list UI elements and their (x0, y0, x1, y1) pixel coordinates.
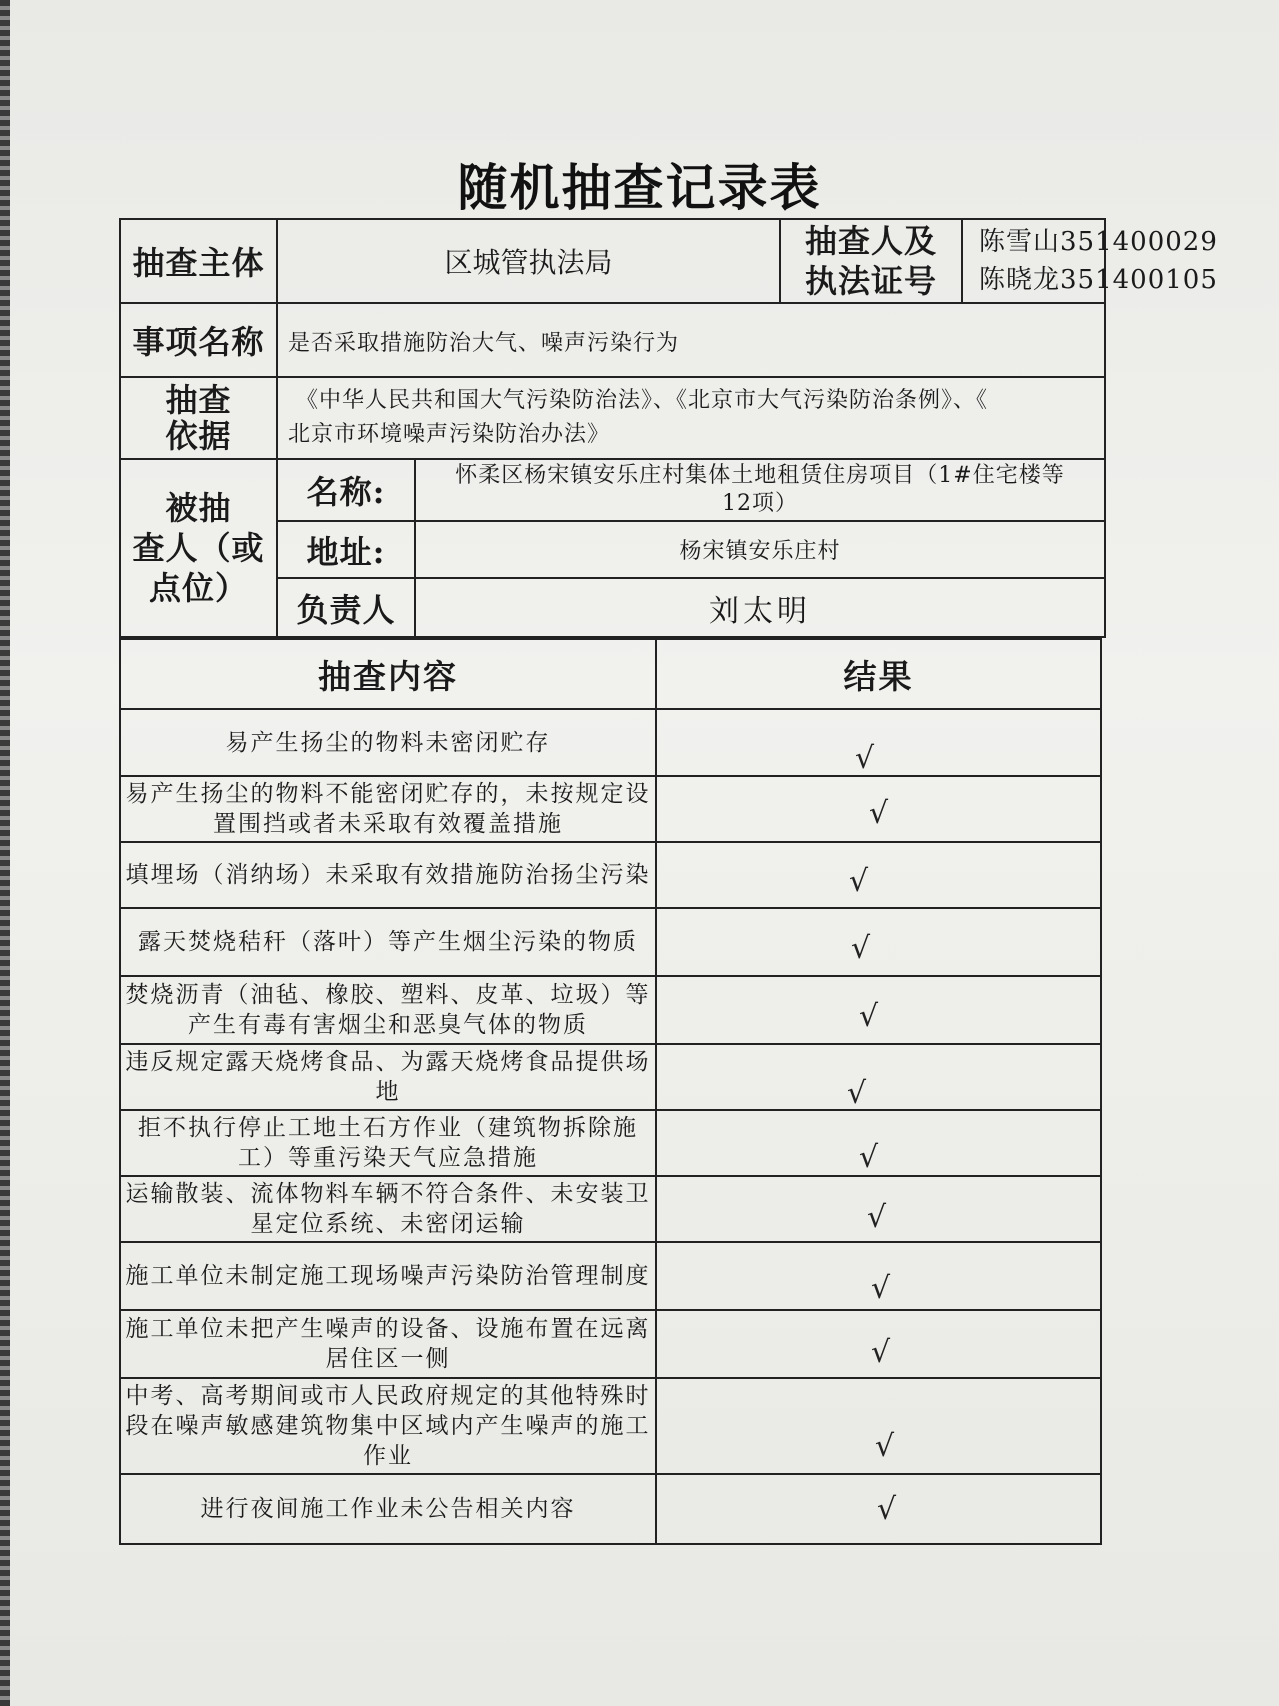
basis-value-line-2: 北京市环境噪声污染防治办法》 (288, 422, 611, 447)
checklist-row (120, 1176, 1101, 1242)
checklist-row (120, 709, 1101, 776)
checklist-row (120, 1242, 1101, 1310)
item-label: 事项名称 (120, 303, 277, 377)
check-item-content (120, 709, 656, 776)
check-item-content (120, 1474, 656, 1544)
check-item-line-1: 填埋场（消纳场）未采取有效措施防治扬尘污染 (125, 862, 651, 888)
check-item-line-1: 进行夜间施工作业未公告相关内容 (200, 1496, 576, 1522)
subject-value: 区城管执法局 (277, 219, 780, 303)
check-item-content (120, 1310, 656, 1378)
basis-label-line-1: 抽查 (165, 381, 232, 419)
check-item-content (120, 1378, 656, 1474)
content-column-header: 抽查内容 (120, 639, 656, 709)
check-item-content (120, 1044, 656, 1110)
check-item-line-2: 地 (375, 1079, 401, 1105)
inspected-party-label (120, 459, 277, 637)
checkmark-icon: √ (858, 998, 879, 1034)
subject-row (120, 219, 1105, 303)
inspector-label (780, 219, 962, 303)
basis-row (120, 377, 1105, 459)
check-item-line-1: 露天焚烧秸秆（落叶）等产生烟尘污染的物质 (138, 929, 638, 955)
checklist-row (120, 908, 1101, 976)
check-item-result (656, 1242, 1101, 1310)
checkmark-icon: √ (868, 795, 889, 831)
header-info-table (119, 218, 1218, 638)
checkmark-icon: √ (870, 1334, 891, 1370)
form-title: 随机抽查记录表 (457, 158, 822, 217)
check-item-result (656, 908, 1101, 976)
basis-value-line-1: 《中华人民共和国大气污染防治法》、《北京市大气污染防治条例》、《 (296, 388, 989, 413)
checklist-row (120, 776, 1101, 842)
checkmark-icon: √ (858, 1139, 879, 1175)
check-item-content (120, 1242, 656, 1310)
checkmark-icon: √ (848, 863, 869, 899)
check-item-content (120, 908, 656, 976)
check-item-line-2: 工）等重污染天气应急措施 (238, 1145, 538, 1171)
check-item-line-1: 施工单位未把产生噪声的设备、设施布置在远离 (125, 1316, 651, 1342)
inspector-label-line-2: 执法证号 (805, 262, 938, 300)
address-value: 杨宋镇安乐庄村 (415, 521, 1105, 578)
check-item-result (656, 1474, 1101, 1544)
checkmark-icon: √ (846, 1075, 867, 1111)
check-item-line-1: 中考、高考期间或市人民政府规定的其他特殊时 (125, 1383, 651, 1409)
inspected-party-label-line-3: 点位） (148, 569, 248, 607)
check-item-content (120, 976, 656, 1044)
check-item-result (656, 1378, 1101, 1474)
basis-label (120, 377, 277, 459)
inspector-2: 陈晓龙351400105 (979, 265, 1218, 295)
inspection-checklist-table (119, 638, 1102, 1545)
checklist-row (120, 1378, 1101, 1474)
checkmark-icon: √ (866, 1199, 887, 1235)
check-item-result (656, 842, 1101, 908)
check-item-result (656, 1176, 1101, 1242)
name-value (415, 459, 1105, 521)
inspector-label-line-1: 抽查人及 (805, 222, 938, 260)
check-item-line-1: 易产生扬尘的物料未密闭贮存 (225, 729, 551, 756)
check-item-content (120, 1176, 656, 1242)
checklist-row (120, 1044, 1101, 1110)
inspector-1: 陈雪山351400029 (979, 227, 1218, 257)
address-label: 地址: (277, 521, 415, 578)
checklist-row (120, 1474, 1101, 1544)
check-item-result (656, 976, 1101, 1044)
check-item-result (656, 1044, 1101, 1110)
check-item-line-1: 易产生扬尘的物料不能密闭贮存的，未按规定设 (125, 781, 651, 807)
name-label: 名称: (277, 459, 415, 521)
check-item-result (656, 776, 1101, 842)
check-item-line-2: 置围挡或者未采取有效覆盖措施 (213, 811, 563, 837)
checklist-row (120, 1110, 1101, 1176)
basis-label-line-2: 依据 (165, 417, 232, 455)
check-item-line-1: 违反规定露天烧烤食品、为露天烧烤食品提供场 (125, 1049, 651, 1075)
checklist-row (120, 842, 1101, 908)
check-item-line-1: 运输散装、流体物料车辆不符合条件、未安装卫 (125, 1181, 651, 1207)
checkmark-icon: √ (870, 1270, 891, 1306)
person-label: 负责人 (277, 578, 415, 637)
inspected-party-label-line-1: 被抽 (165, 489, 232, 527)
name-value-line-2: 12项） (722, 491, 798, 516)
checkmark-icon: √ (876, 1491, 897, 1527)
checklist-row (120, 976, 1101, 1044)
checkmark-icon: √ (850, 930, 871, 966)
check-item-line-2: 段在噪声敏感建筑物集中区域内产生噪声的施工 (125, 1413, 651, 1439)
name-row (120, 459, 1105, 521)
check-item-content (120, 1110, 656, 1176)
inspected-party-label-line-2: 查人（或 (132, 529, 265, 567)
checkmark-icon: √ (854, 741, 875, 776)
subject-label: 抽查主体 (120, 219, 277, 303)
binding-edge (0, 0, 10, 1706)
check-item-result (656, 709, 1101, 776)
check-item-result (656, 1110, 1101, 1176)
person-value: 刘太明 (415, 578, 1105, 637)
checkmark-icon: √ (874, 1428, 895, 1464)
check-item-line-2: 居住区一侧 (325, 1346, 451, 1372)
check-item-line-3: 作业 (363, 1443, 413, 1469)
check-item-result (656, 1310, 1101, 1378)
check-item-line-2: 星定位系统、未密闭运输 (250, 1211, 526, 1237)
check-item-line-1: 焚烧沥青（油毡、橡胶、塑料、皮革、垃圾）等 (125, 982, 651, 1008)
item-row (120, 303, 1105, 377)
checklist-row (120, 1310, 1101, 1378)
check-item-content (120, 842, 656, 908)
check-item-line-1: 拒不执行停止工地土石方作业（建筑物拆除施 (138, 1115, 638, 1141)
check-item-line-1: 施工单位未制定施工现场噪声污染防治管理制度 (125, 1263, 651, 1289)
check-item-line-2: 产生有毒有害烟尘和恶臭气体的物质 (188, 1012, 588, 1038)
name-value-line-1: 怀柔区杨宋镇安乐庄村集体土地租赁住房项目（1#住宅楼等 (455, 463, 1065, 488)
check-item-content (120, 776, 656, 842)
item-value: 是否采取措施防治大气、噪声污染行为 (277, 303, 1105, 377)
result-column-header: 结果 (656, 639, 1101, 709)
checklist-header-row (120, 639, 1101, 709)
basis-value (277, 377, 1105, 459)
inspectors-value (962, 219, 1218, 303)
